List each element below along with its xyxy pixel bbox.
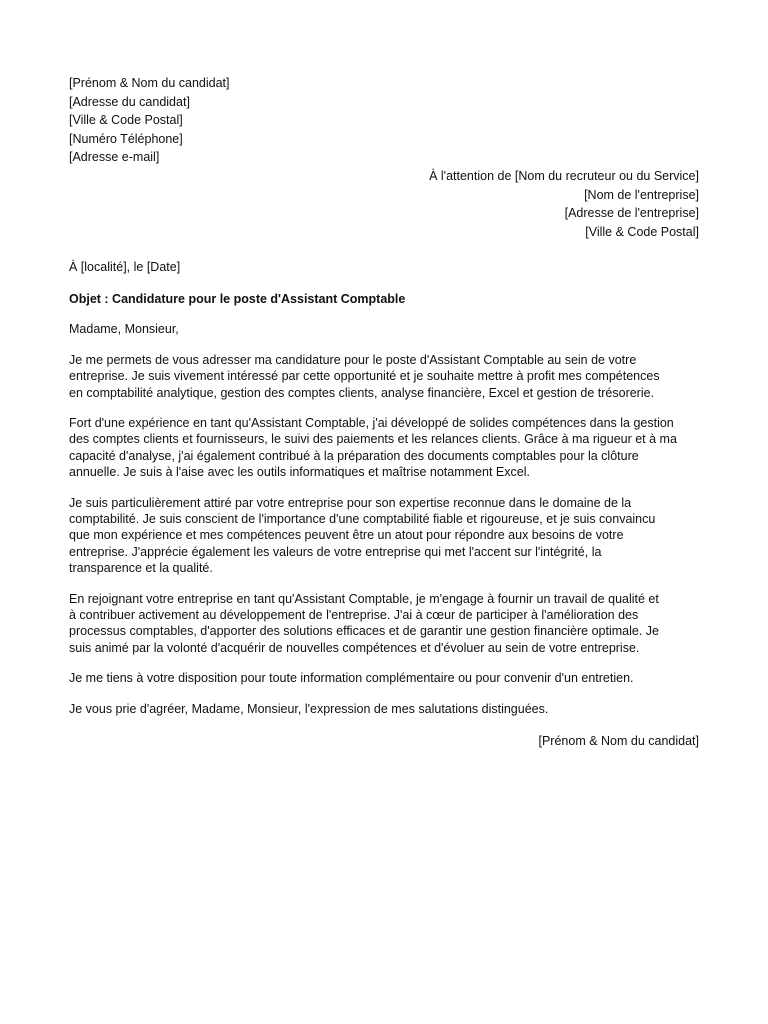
paragraph-line: processus comptables, d'apporter des solutions efficaces et de garantir une gestion financière optimale. Je	[69, 624, 659, 639]
paragraph-line: Je suis particulièrement attiré par votre entreprise pour son expertise reconnue dans le domaine de la	[69, 495, 632, 510]
paragraph-line: transparence et la qualité.	[69, 561, 213, 576]
paragraph	[69, 415, 699, 481]
sender-phone: [Numéro Téléphone]	[69, 131, 183, 146]
sender-name: [Prénom & Nom du candidat]	[69, 76, 230, 90]
paragraph-line: entreprise. J'apprécie également les valeurs de votre entreprise qui met l'accent sur l'intégrité, la	[69, 544, 602, 559]
paragraph	[69, 591, 699, 657]
paragraph-line: En rejoignant votre entreprise en tant qu'Assistant Comptable, je m'engage à fournir un travail de qualité et	[69, 591, 659, 606]
sender-city: [Ville & Code Postal]	[69, 113, 183, 128]
paragraph-line: des comptes clients et fournisseurs, le suivi des paiements et les relances clients. Grâce à ma rigueur et à ma	[69, 432, 677, 447]
subject-line: Objet : Candidature pour le poste d'Assistant Comptable	[69, 291, 406, 306]
sender-block	[69, 74, 699, 167]
paragraph-line: Je me permets de vous adresser ma candidature pour le poste d'Assistant Comptable au sein de votre	[69, 352, 637, 367]
sender-email: [Adresse e-mail]	[69, 150, 160, 165]
recipient-company: [Nom de l'entreprise]	[584, 187, 699, 202]
paragraph-line: capacité d'analyse, j'ai également contribué à la préparation des documents comptables pour la clôture	[69, 448, 639, 463]
recipient-attention: À l'attention de [Nom du recruteur ou du Service]	[429, 168, 699, 183]
recipient-city: [Ville & Code Postal]	[585, 224, 699, 239]
salutation: Madame, Monsieur,	[69, 322, 179, 337]
letter-page	[69, 74, 699, 749]
recipient-block	[69, 167, 699, 241]
paragraph	[69, 352, 699, 401]
paragraph-line: Fort d'une expérience en tant qu'Assistant Comptable, j'ai développé de solides compétences dans la gestion	[69, 415, 674, 430]
paragraph-line: Je me tiens à votre disposition pour toute information complémentaire ou pour convenir d'un entretien.	[69, 671, 634, 686]
paragraph	[69, 670, 699, 686]
closing-paragraph	[69, 701, 699, 717]
paragraph-line: à contribuer activement au développement de l'entreprise. J'ai à cœur de participer à l'amélioration des	[69, 608, 639, 623]
paragraph-line: en comptabilité analytique, gestion des comptes clients, analyse financière, Excel et gestion de trésorerie.	[69, 385, 655, 400]
date-line: À [localité], le [Date]	[69, 260, 181, 275]
paragraph-line: que mon expérience et mes compétences peuvent être un atout pour répondre aux besoins de votre	[69, 528, 624, 543]
signature: [Prénom & Nom du candidat]	[538, 734, 699, 749]
recipient-address: [Adresse de l'entreprise]	[564, 206, 699, 221]
paragraph-line: Je vous prie d'agréer, Madame, Monsieur, l'expression de mes salutations distinguées.	[69, 701, 549, 716]
paragraph-line: suis animé par la volonté d'acquérir de nouvelles compétences et d'évoluer au sein de votre entreprise.	[69, 640, 640, 655]
paragraph-line: entreprise. Je suis vivement intéressé par cette opportunité et je souhaite mettre à profit mes compétences	[69, 369, 660, 384]
paragraph-line: annuelle. Je suis à l'aise avec les outils informatiques et maîtrise notamment Excel.	[69, 465, 530, 480]
paragraph	[69, 495, 699, 577]
paragraph-line: comptabilité. Je suis conscient de l'importance d'une comptabilité fiable et rigoureuse, et je suis convaincu	[69, 512, 656, 526]
sender-address: [Adresse du candidat]	[69, 94, 190, 109]
